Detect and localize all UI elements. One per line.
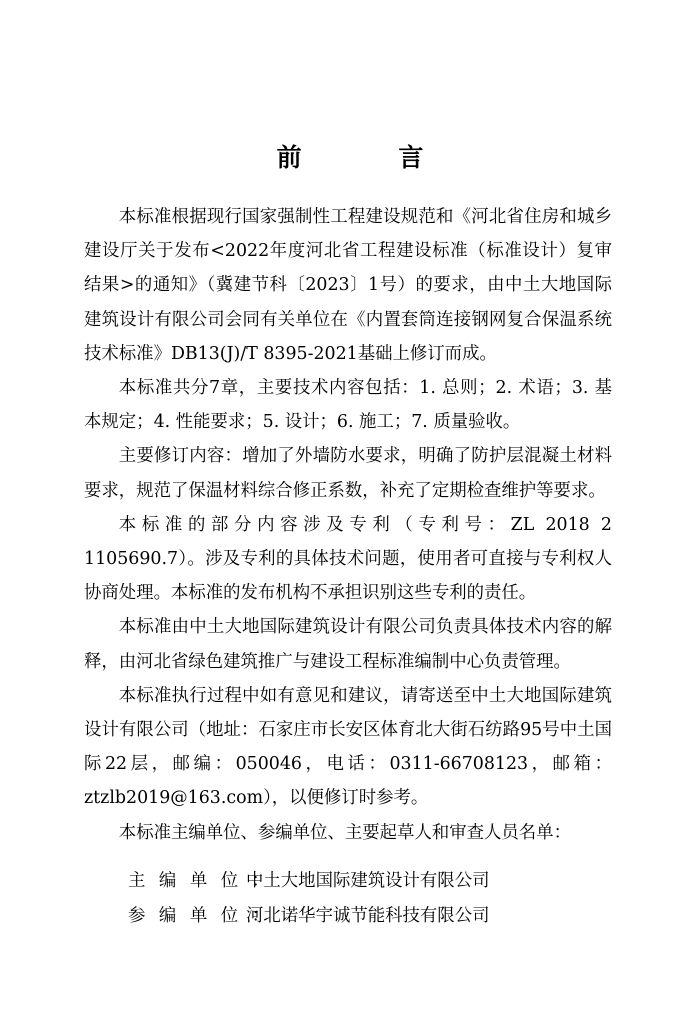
paragraph-basis: 本标准根据现行国家强制性工程建设规范和《河北省住房和城乡建设厅关于发布<2022年度河北省工程建设标准（标准设计）复审结果>的通知》（冀建节科〔2023〕1号）的要求，由中土大地国际建筑设计有限公司会同有关单位在《内置套筒连接钢网复合保温系统技术标准》DB13(J)/T 8395-2021基础上修订而成。: [84, 207, 612, 364]
chief-editor-unit-row: [128, 864, 489, 898]
unit-value: 河北诺华宇诚节能科技有限公司: [246, 906, 490, 926]
unit-value: 中土大地国际建筑设计有限公司: [246, 871, 490, 891]
body-text: [84, 200, 612, 850]
paragraph-feedback: 本标准执行过程中如有意见和建议，请寄送至中土大地国际建筑设计有限公司（地址：石家庄市长安区体育北大街石纺路95号中土国际22层，邮编：050046，电话：0311-66708123，邮箱：ztzlb2019@163.com），以便修订时参考。: [84, 685, 612, 809]
paragraph-patent: 本标准的部分内容涉及专利（专利号：ZL 2018 2 1105690.7）。涉及专利的具体技术问题，使用者可直接与专利权人协商处理。本标准的发布机构不承担识别这些专利的责任。: [84, 514, 612, 604]
paragraph-unit-intro: 本标准主编单位、参编单位、主要起草人和审查人员名单：: [118, 822, 571, 843]
paragraph-interpretation: 本标准由中土大地国际建筑设计有限公司负责具体技术内容的解释，由河北省绿色建筑推广与建设工程标准编制中心负责管理。: [84, 617, 612, 672]
paragraph-contents: 本标准共分7章，主要技术内容包括：1. 总则；2. 术语；3. 基本规定；4. 性能要求；5. 设计；6. 施工；7. 质量验收。: [84, 378, 612, 433]
participating-unit-row: [128, 899, 489, 933]
unit-label: 参 编 单 位 ：: [128, 906, 274, 926]
page-title: 前 言: [276, 143, 468, 172]
unit-label: 主 编 单 位 ：: [128, 871, 274, 891]
paragraph-revisions: 主要修订内容：增加了外墙防水要求，明确了防护层混凝土材料要求，规范了保温材料综合修正系数，补充了定期检查维护等要求。: [84, 446, 612, 501]
